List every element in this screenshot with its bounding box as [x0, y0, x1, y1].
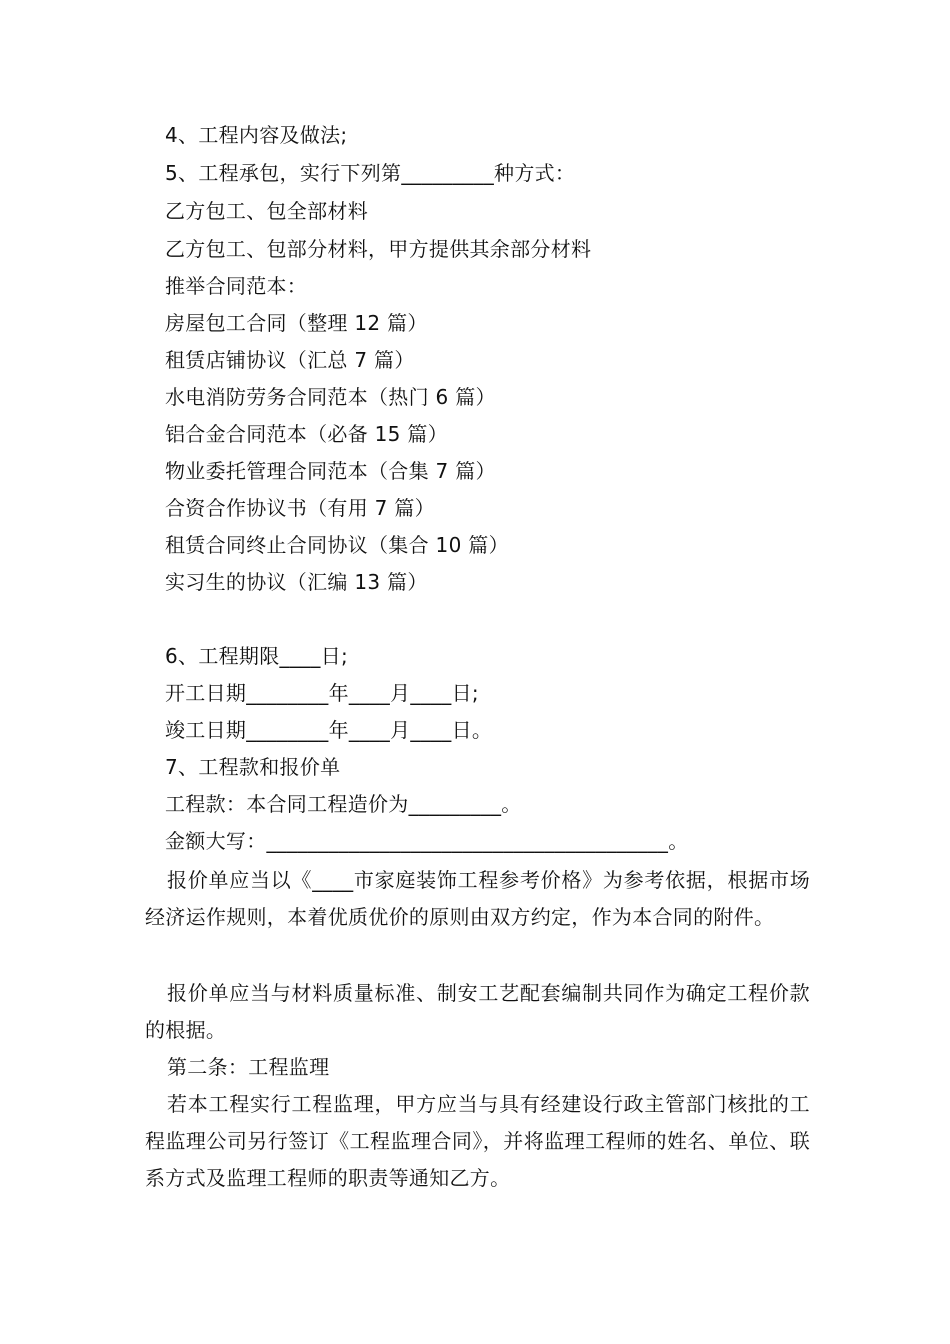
quote-paragraph-1: 报价单应当以《____市家庭装饰工程参考价格》为参考依据，根据市场经济运作规则，本着优质优价的原则由双方约定，作为本合同的附件。: [145, 868, 810, 929]
item-4-line: 4、工程内容及做法;: [165, 123, 348, 147]
item-6-line: 6、工程期限____日;: [165, 644, 349, 668]
item-7-line: 7、工程款和报价单: [165, 755, 341, 779]
recommend-title: 推举合同范本：: [165, 274, 308, 298]
item-5-line: 5、工程承包，实行下列第_________种方式：: [165, 161, 576, 185]
recommend-link-8[interactable]: 实习生的协议（汇编 13 篇）: [165, 570, 428, 594]
recommend-link-3[interactable]: 水电消防劳务合同范本（热门 6 篇）: [165, 385, 496, 409]
recommend-link-6[interactable]: 合资合作协议书（有用 7 篇）: [165, 496, 435, 520]
option-2-line: 乙方包工、包部分材料，甲方提供其余部分材料: [165, 237, 592, 261]
article-2-paragraph: 若本工程实行工程监理，甲方应当与具有经建设行政主管部门核批的工程监理公司另行签订《工程监理合同》，并将监理工程师的姓名、单位、联系方式及监理工程师的职责等通知乙方。: [145, 1092, 810, 1190]
article-2-title: 第二条：工程监理: [167, 1055, 330, 1079]
option-1-line: 乙方包工、包全部材料: [165, 199, 368, 223]
recommend-link-5[interactable]: 物业委托管理合同范本（合集 7 篇）: [165, 459, 496, 483]
amount-line: 金额大写：_______________________________________。: [165, 829, 689, 853]
recommend-link-7[interactable]: 租赁合同终止合同协议（集合 10 篇）: [165, 533, 509, 557]
recommend-link-1[interactable]: 房屋包工合同（整理 12 篇）: [165, 311, 428, 335]
start-date-line: 开工日期________年____月____日;: [165, 681, 479, 705]
cost-line: 工程款：本合同工程造价为_________。: [165, 792, 522, 816]
end-date-line: 竣工日期________年____月____日。: [165, 718, 493, 742]
quote-paragraph-2: 报价单应当与材料质量标准、制安工艺配套编制共同作为确定工程价款的根据。: [145, 981, 810, 1042]
recommend-link-2[interactable]: 租赁店铺协议（汇总 7 篇）: [165, 348, 415, 372]
recommend-link-4[interactable]: 铝合金合同范本（必备 15 篇）: [165, 422, 448, 446]
